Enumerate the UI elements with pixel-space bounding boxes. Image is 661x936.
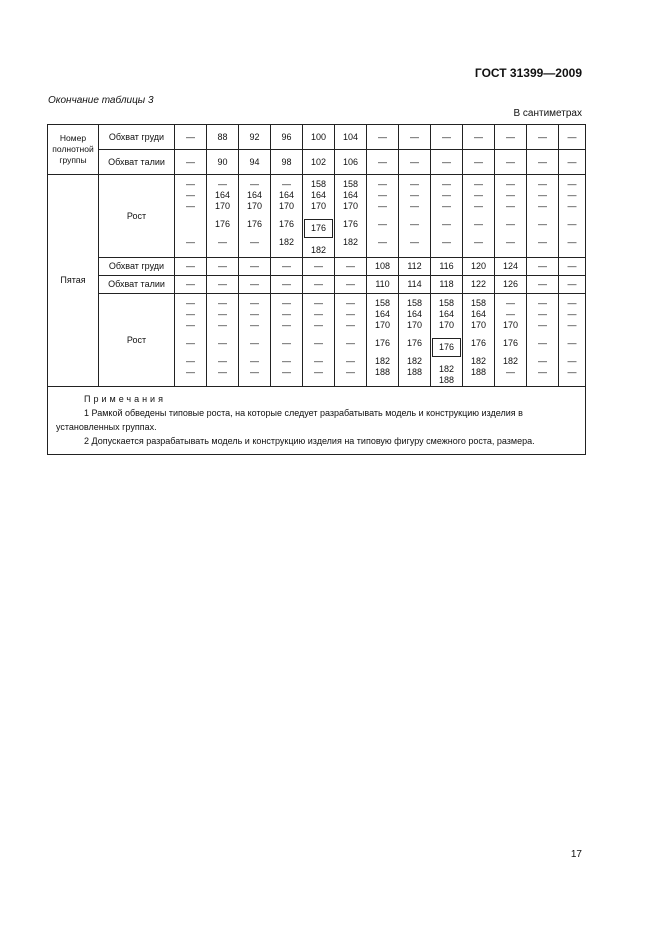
height-value: 170 (310, 201, 327, 211)
height-value: 170 (374, 320, 391, 330)
row-label: Обхват груди (99, 258, 175, 276)
height-value: — (506, 298, 515, 308)
height-value: — (567, 367, 577, 377)
table-cell: 118 (431, 276, 463, 294)
height-value: — (282, 356, 291, 366)
table-cell: — (303, 276, 335, 294)
height-value: 182 (470, 356, 487, 366)
height-value: 176 (278, 219, 295, 229)
table-cell: — (527, 258, 559, 276)
height-value: — (186, 356, 195, 366)
height-stack (303, 179, 334, 256)
table-caption: Окончание таблицы 3 (48, 95, 154, 106)
height-stack (431, 298, 462, 386)
height-stack (207, 179, 238, 248)
height-value: — (538, 298, 547, 308)
height-stack (431, 179, 462, 248)
height-value: — (314, 298, 323, 308)
row-label: Обхват талии (99, 150, 175, 175)
table-cell: 92 (239, 125, 271, 150)
height-value: — (567, 219, 577, 229)
height-value: 188 (374, 367, 391, 377)
height-value: — (282, 298, 291, 308)
height-block-row (48, 294, 586, 387)
height-stack (399, 298, 430, 378)
height-column (239, 175, 271, 258)
table-cell: — (335, 258, 367, 276)
row-label: Рост (99, 294, 175, 387)
table-cell: 106 (335, 150, 367, 175)
height-value: — (218, 338, 227, 348)
height-value: 170 (438, 320, 455, 330)
height-column (527, 175, 559, 258)
height-value: — (186, 179, 195, 189)
height-stack (399, 179, 430, 248)
height-value: — (474, 190, 483, 200)
document-code: ГОСТ 31399—2009 (474, 66, 582, 80)
height-value: 176 (374, 338, 391, 348)
note-item: 2 Допускается разрабатывать модель и конструкцию изделия на типовую фигуру смежного роста, размера. (84, 436, 535, 446)
height-stack (335, 298, 366, 378)
height-value: — (410, 201, 419, 211)
table-cell: 122 (463, 276, 495, 294)
height-value: 182 (406, 356, 423, 366)
height-column (303, 175, 335, 258)
height-value: — (250, 179, 259, 189)
height-value: 164 (374, 309, 391, 319)
height-column (335, 175, 367, 258)
height-stack (271, 179, 302, 248)
table-cell: — (463, 150, 495, 175)
height-value: — (314, 320, 323, 330)
height-value: — (442, 190, 451, 200)
table-cell: 88 (207, 125, 239, 150)
height-value: — (186, 338, 195, 348)
height-value: — (506, 367, 515, 377)
height-value: 182 (310, 245, 327, 255)
height-value: — (250, 338, 259, 348)
height-stack (463, 298, 494, 378)
height-value: 182 (502, 356, 519, 366)
height-value: 164 (342, 190, 359, 200)
height-value: — (567, 320, 577, 330)
height-value: 170 (214, 201, 231, 211)
height-value: — (442, 237, 451, 247)
height-value: — (186, 320, 195, 330)
height-value: — (474, 237, 483, 247)
height-column (431, 294, 463, 387)
table-cell: 104 (335, 125, 367, 150)
height-value: 182 (438, 364, 455, 374)
height-value: — (378, 201, 387, 211)
table-cell: — (271, 276, 303, 294)
height-value: — (442, 201, 451, 211)
height-value: — (538, 338, 547, 348)
height-value: — (250, 367, 259, 377)
height-value: — (346, 298, 355, 308)
height-value: — (567, 179, 577, 189)
table-cell: 116 (431, 258, 463, 276)
height-value: — (474, 219, 483, 229)
table-cell: — (527, 276, 559, 294)
height-value: — (314, 367, 323, 377)
table-cell: — (207, 258, 239, 276)
height-value: 188 (438, 375, 455, 385)
table-cell: — (239, 258, 271, 276)
height-column (559, 294, 586, 387)
height-value: — (282, 309, 291, 319)
height-value: — (538, 190, 547, 200)
height-value: — (506, 219, 515, 229)
table-cell: 98 (271, 150, 303, 175)
height-value: — (250, 320, 259, 330)
table-cell: — (335, 276, 367, 294)
table-cell: 124 (495, 258, 527, 276)
height-value: — (567, 190, 577, 200)
height-column (207, 175, 239, 258)
height-stack (335, 179, 366, 248)
height-value: — (218, 309, 227, 319)
height-column (367, 175, 399, 258)
notes-title: Примечания (84, 394, 166, 404)
height-value: — (410, 219, 419, 229)
height-value: — (250, 298, 259, 308)
height-value: 164 (406, 309, 423, 319)
height-value: — (346, 320, 355, 330)
height-value: 164 (246, 190, 263, 200)
table-cell: — (463, 125, 495, 150)
height-column (207, 294, 239, 387)
table-cell: — (559, 150, 586, 175)
height-value: — (567, 338, 577, 348)
height-value: — (314, 309, 323, 319)
height-value: — (567, 309, 577, 319)
table-cell: — (367, 125, 399, 150)
height-value: — (538, 309, 547, 319)
height-value: 170 (278, 201, 295, 211)
height-value: 176 (342, 219, 359, 229)
height-value: 164 (438, 309, 455, 319)
height-value: — (282, 367, 291, 377)
height-value: — (218, 298, 227, 308)
height-value: — (442, 179, 451, 189)
height-value: 170 (406, 320, 423, 330)
height-value: 170 (342, 201, 359, 211)
height-value: — (378, 237, 387, 247)
height-value: 164 (470, 309, 487, 319)
height-value: — (567, 237, 577, 247)
height-value: 158 (438, 298, 455, 308)
height-value: — (218, 179, 227, 189)
notes-cell (48, 387, 586, 455)
height-stack (495, 298, 526, 378)
height-value: — (346, 338, 355, 348)
height-column (463, 294, 495, 387)
table-cell: 94 (239, 150, 271, 175)
height-column (399, 175, 431, 258)
height-value: — (218, 237, 227, 247)
height-stack (367, 179, 398, 248)
height-column (431, 175, 463, 258)
height-value: — (474, 179, 483, 189)
table-cell: 126 (495, 276, 527, 294)
height-stack (239, 179, 270, 248)
height-column (399, 294, 431, 387)
height-value: 182 (342, 237, 359, 247)
table-cell: — (527, 125, 559, 150)
height-value: — (282, 338, 291, 348)
height-value: 176 (304, 219, 333, 238)
height-value: 170 (502, 320, 519, 330)
table-cell: — (175, 125, 207, 150)
table-cell: 120 (463, 258, 495, 276)
height-column (463, 175, 495, 258)
height-value: — (538, 320, 547, 330)
height-value: — (538, 356, 547, 366)
table-cell: 112 (399, 258, 431, 276)
height-value: 176 (470, 338, 487, 348)
table-cell: — (495, 125, 527, 150)
height-value: — (538, 367, 547, 377)
table-cell: — (239, 276, 271, 294)
height-column (559, 175, 586, 258)
height-column (239, 294, 271, 387)
height-value: 176 (432, 338, 461, 357)
table-cell: — (207, 276, 239, 294)
height-stack (175, 298, 206, 378)
height-value: 164 (278, 190, 295, 200)
height-value: — (218, 356, 227, 366)
table-cell: — (175, 276, 207, 294)
height-stack (175, 179, 206, 248)
table-cell: 102 (303, 150, 335, 175)
table-cell: 100 (303, 125, 335, 150)
table-cell: — (175, 150, 207, 175)
height-value: — (186, 367, 195, 377)
height-value: 158 (374, 298, 391, 308)
height-value: — (506, 309, 515, 319)
table-cell: — (431, 125, 463, 150)
table-cell: 114 (399, 276, 431, 294)
group-header-cell: Номер полнотной группы (48, 125, 99, 175)
row-label: Обхват талии (99, 276, 175, 294)
height-value: 158 (342, 179, 359, 189)
height-value: 188 (406, 367, 423, 377)
height-value: 182 (278, 237, 295, 247)
height-value: 176 (214, 219, 231, 229)
height-value: — (314, 356, 323, 366)
height-column (367, 294, 399, 387)
height-value: — (506, 237, 515, 247)
height-column (175, 175, 207, 258)
table-cell: 90 (207, 150, 239, 175)
table-cell: — (367, 150, 399, 175)
size-table (47, 124, 586, 455)
height-value: 164 (214, 190, 231, 200)
height-value: 170 (246, 201, 263, 211)
chest-row (48, 258, 586, 276)
height-stack (367, 298, 398, 378)
height-stack (463, 179, 494, 248)
height-value: — (346, 309, 355, 319)
page-number: 17 (570, 849, 582, 860)
header-row (48, 150, 586, 175)
table-cell: — (175, 258, 207, 276)
height-value: 182 (374, 356, 391, 366)
height-stack (559, 298, 585, 378)
height-stack (303, 298, 334, 378)
table-cell: 110 (367, 276, 399, 294)
units-label: В сантиметрах (513, 108, 582, 119)
height-value: — (186, 298, 195, 308)
height-stack (495, 179, 526, 248)
table-cell: — (495, 150, 527, 175)
height-value: — (567, 298, 577, 308)
height-value: — (442, 219, 451, 229)
height-value: — (410, 190, 419, 200)
height-value: — (538, 179, 547, 189)
notes-row (48, 387, 586, 455)
header-row (48, 125, 586, 150)
height-value: — (506, 201, 515, 211)
table-cell: 96 (271, 125, 303, 150)
height-stack (239, 298, 270, 378)
table-cell: — (303, 258, 335, 276)
height-value: 176 (502, 338, 519, 348)
height-value: 164 (310, 190, 327, 200)
height-value: 176 (406, 338, 423, 348)
table-cell: — (527, 150, 559, 175)
group-name-cell: Пятая (48, 175, 99, 387)
height-value: — (250, 309, 259, 319)
height-value: — (378, 190, 387, 200)
height-value: 188 (470, 367, 487, 377)
height-column (271, 294, 303, 387)
height-value: — (506, 179, 515, 189)
height-value: — (186, 190, 195, 200)
height-column (175, 294, 207, 387)
height-value: 170 (470, 320, 487, 330)
height-value: 158 (310, 179, 327, 189)
height-column (495, 175, 527, 258)
height-value: — (314, 338, 323, 348)
height-value: — (186, 309, 195, 319)
height-value: — (410, 179, 419, 189)
table-cell: — (271, 258, 303, 276)
height-value: 158 (470, 298, 487, 308)
height-block-row (48, 175, 586, 258)
height-value: — (567, 201, 577, 211)
table-cell: — (431, 150, 463, 175)
height-stack (527, 179, 558, 248)
table-cell: — (399, 125, 431, 150)
table-cell: — (559, 276, 586, 294)
table-cell: — (559, 125, 586, 150)
height-stack (527, 298, 558, 378)
height-column (271, 175, 303, 258)
height-value: — (250, 237, 259, 247)
height-value: 158 (406, 298, 423, 308)
height-stack (559, 179, 585, 248)
table-cell: — (399, 150, 431, 175)
height-value: 176 (246, 219, 263, 229)
height-value: — (186, 237, 195, 247)
height-value: — (506, 190, 515, 200)
height-column (495, 294, 527, 387)
table-cell: 108 (367, 258, 399, 276)
height-value: — (538, 237, 547, 247)
row-label: Обхват груди (99, 125, 175, 150)
height-value: — (378, 179, 387, 189)
height-value: — (346, 367, 355, 377)
height-column (527, 294, 559, 387)
height-value: — (282, 179, 291, 189)
height-value: — (538, 201, 547, 211)
waist-row (48, 276, 586, 294)
height-stack (207, 298, 238, 378)
height-stack (271, 298, 302, 378)
height-value: — (474, 201, 483, 211)
note-item: 1 Рамкой обведены типовые роста, на которые следует разрабатывать модель и конструкцию изделия в установленных группах. (56, 408, 523, 432)
height-value: — (567, 356, 577, 366)
height-value: — (218, 367, 227, 377)
table-cell: — (559, 258, 586, 276)
height-value: — (410, 237, 419, 247)
row-label: Рост (99, 175, 175, 258)
height-value: — (378, 219, 387, 229)
height-value: — (282, 320, 291, 330)
height-column (303, 294, 335, 387)
height-value: — (250, 356, 259, 366)
height-value: — (186, 201, 195, 211)
height-value: — (218, 320, 227, 330)
height-column (335, 294, 367, 387)
height-value: — (346, 356, 355, 366)
height-value: — (538, 219, 547, 229)
